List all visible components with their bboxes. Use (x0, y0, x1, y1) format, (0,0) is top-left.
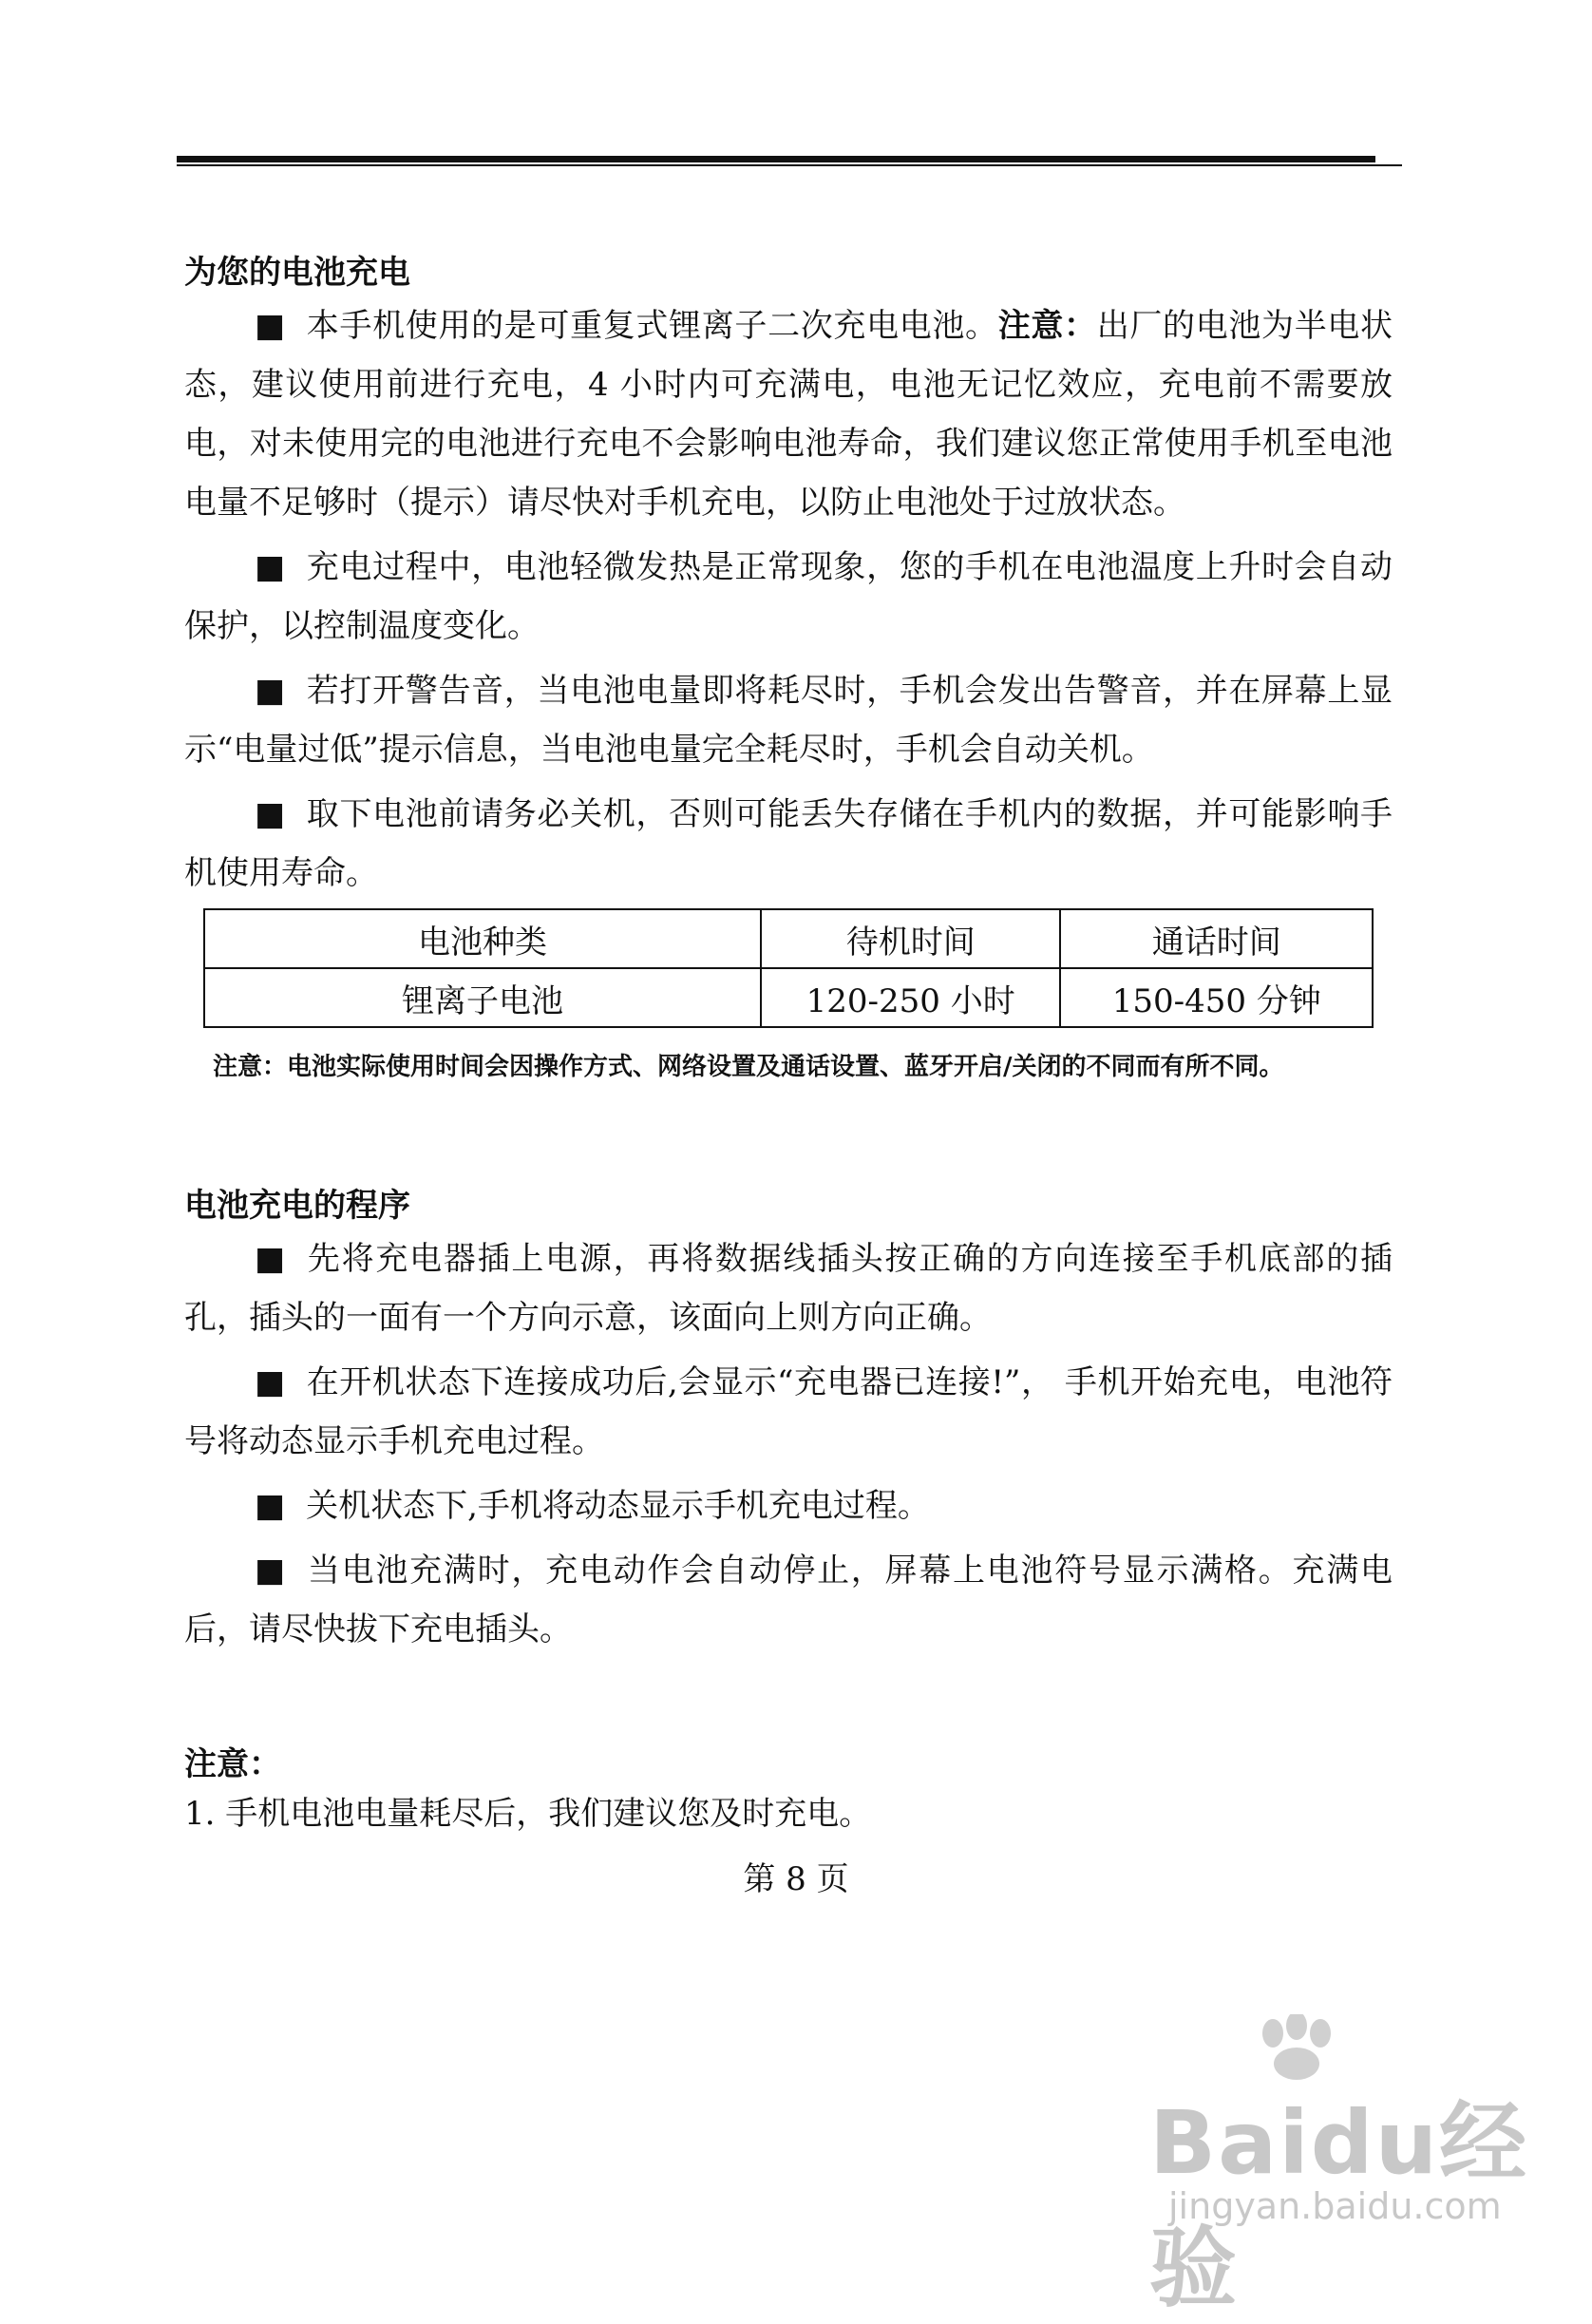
section-title-procedure: 电池充电的程序 (184, 1187, 410, 1225)
notes-item-1: 1. 手机电池电量耗尽后，我们建议您及时充电。 (184, 1795, 872, 1833)
bullet-square-icon: ■ (255, 795, 286, 833)
note-label: 注意： (997, 307, 1097, 345)
header-rule-thin (177, 164, 1402, 166)
paragraph-remove-battery: ■ 取下电池前请务必关机，否则可能丢失存储在手机内的数据，并可能影响手机使用寿命。 (184, 795, 1393, 892)
paragraph-heat: ■ 充电过程中，电池轻微发热是正常现象，您的手机在电池温度上升时会自动保护，以控制温度变化。 (184, 548, 1393, 645)
paragraph-plug-in: ■ 先将充电器插上电源，再将数据线插头按正确的方向连接至手机底部的插孔，插头的一面有一个方向示意，该面向上则方向正确。 (184, 1240, 1393, 1337)
page-number: 第 8 页 (743, 1860, 849, 1898)
table-note: 注意：电池实际使用时间会因操作方式、网络设置及通话设置、蓝牙开启/关闭的不同而有所不同。 (213, 1053, 1284, 1081)
header-rule-thick (177, 156, 1375, 162)
bullet-square-icon: ■ (255, 307, 286, 345)
battery-time-table (203, 908, 1374, 1028)
bullet-square-icon: ■ (255, 548, 286, 586)
bullet-square-icon: ■ (255, 1240, 287, 1278)
paragraph-power-off-charging: ■ 关机状态下,手机将动态显示手机充电过程。 (255, 1487, 930, 1525)
watermark-url: jingyan.baidu.com (1168, 2185, 1502, 2227)
notes-title: 注意： (184, 1745, 281, 1783)
paragraph-power-on-charging: ■ 在开机状态下连接成功后,会显示“充电器已连接!”， 手机开始充电，电池符号将动态显示手机充电过程。 (184, 1363, 1393, 1460)
table-cell: 120-250 小时 (761, 968, 1061, 1027)
table-header-cell: 待机时间 (761, 909, 1061, 968)
paragraph-battery-type: ■ 本手机使用的是可重复式锂离子二次充电电池。注意：出厂的电池为半电状态，建议使用前进行充电，4 小时内可充满电，电池无记忆效应，充电前不需要放电，对未使用完的电池进行充电不会影响电池寿命，我们建议您正常使用手机至电池电量不足够时（提示）请尽快对手机充电，以防止电池处于过放状态。 (184, 307, 1393, 522)
baidu-watermark (1130, 2014, 1548, 2319)
bullet-square-icon: ■ (255, 1487, 286, 1525)
paw-icon (1244, 2014, 1349, 2081)
bullet-square-icon: ■ (255, 672, 286, 710)
watermark-text: Baidu经验 (1149, 2092, 1529, 2319)
table-cell: 锂离子电池 (204, 968, 761, 1027)
bullet-square-icon: ■ (255, 1363, 286, 1401)
table-row (204, 968, 1373, 1027)
table-cell: 150-450 分钟 (1060, 968, 1373, 1027)
bullet-square-icon: ■ (255, 1552, 287, 1590)
table-header-row (204, 909, 1373, 968)
table-header-cell: 通话时间 (1060, 909, 1373, 968)
paragraph-warning-tone: ■ 若打开警告音，当电池电量即将耗尽时，手机会发出告警音，并在屏幕上显示“电量过低”提示信息，当电池电量完全耗尽时，手机会自动关机。 (184, 672, 1393, 769)
page-content (184, 249, 1393, 1839)
paragraph-full-charge: ■ 当电池充满时，充电动作会自动停止，屏幕上电池符号显示满格。充满电后，请尽快拔下充电插头。 (184, 1552, 1393, 1648)
table-header-cell: 电池种类 (204, 909, 761, 968)
section-title-charging: 为您的电池充电 (184, 254, 410, 292)
